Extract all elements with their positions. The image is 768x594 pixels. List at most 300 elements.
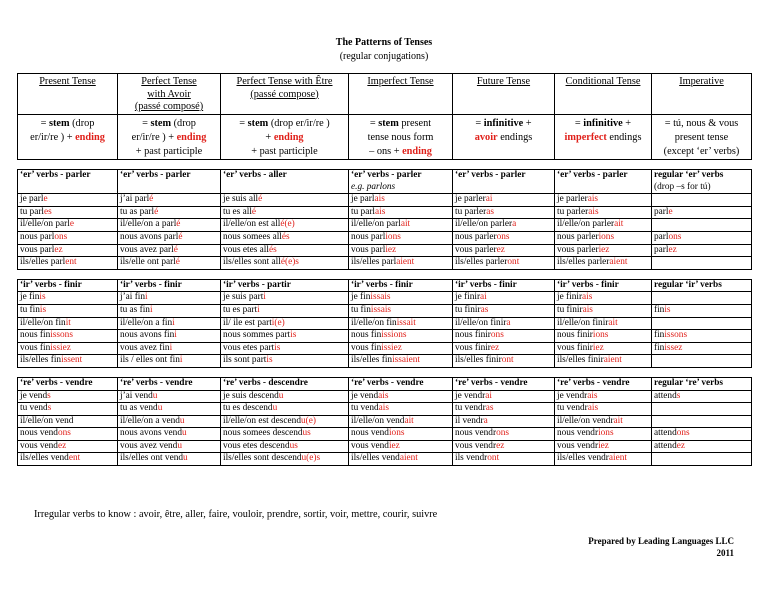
verb-stem: il/ ile est part <box>223 317 272 328</box>
verb-ending: ent <box>65 257 77 268</box>
rule-part: = <box>142 118 151 129</box>
verb-stem: tu es part <box>223 304 258 315</box>
conjugation-cell <box>118 206 221 219</box>
verb-ending: e <box>43 194 48 205</box>
conjugation-cell <box>652 231 752 244</box>
conjugation-row <box>18 342 752 355</box>
conjugation-row <box>18 415 752 428</box>
conjugation-cell <box>349 206 453 219</box>
verb-stem: tu finir <box>455 304 481 315</box>
conjugation-cell <box>453 317 555 330</box>
formation-rule <box>18 115 118 160</box>
conjugation-cell <box>118 231 221 244</box>
verb-ending: i(e) <box>271 317 285 328</box>
verb-ending: i <box>169 342 173 353</box>
verb-stem: nous sommes part <box>223 330 291 341</box>
conjugation-cell <box>221 304 349 317</box>
conjugation-cell <box>18 440 118 453</box>
verb-ending: ais <box>375 206 386 217</box>
conjugation-cell <box>652 330 752 343</box>
rule-part: er/ir/re ) + <box>30 132 76 143</box>
conjugation-cell <box>453 342 555 355</box>
verb-stem: j’ai vend <box>120 390 153 401</box>
conjugation-cell <box>453 244 555 257</box>
verb-ending: é <box>175 257 180 268</box>
spacer-cell <box>555 269 652 279</box>
conjugation-cell <box>221 206 349 219</box>
verb-stem: je vend <box>20 390 48 401</box>
conjugation-row <box>18 231 752 244</box>
verb-stem: fin <box>654 330 665 341</box>
conjugation-cell <box>118 440 221 453</box>
verb-stem: il/elle/on est descend <box>223 415 301 426</box>
verb-group-heading <box>652 377 752 390</box>
conjugation-cell <box>555 292 652 305</box>
verb-ending: ais <box>588 206 599 217</box>
tense-header <box>453 74 555 115</box>
tense-header-line: Present Tense <box>39 76 96 87</box>
spacer-cell <box>221 269 349 279</box>
verb-ending: é <box>258 194 263 205</box>
verb-stem: nous parler <box>557 231 599 242</box>
verb-ending: ait <box>614 219 624 230</box>
formation-rule <box>221 115 349 160</box>
verb-ending: é(e)s <box>280 257 299 268</box>
rule-part: endings <box>497 132 533 143</box>
conjugation-cell <box>453 390 555 403</box>
verb-stem: ils/elles parler <box>455 257 508 268</box>
spacer-cell <box>118 160 221 170</box>
rule-part: = <box>475 118 484 129</box>
rule-line <box>120 117 218 131</box>
rule-part: stem <box>48 118 70 129</box>
verb-ending: ait <box>404 415 414 426</box>
verb-ending: ons <box>668 231 682 242</box>
verb-stem: il/elle/on vend <box>20 415 74 426</box>
verb-ending: ions <box>592 330 609 341</box>
conjugation-cell <box>221 428 349 441</box>
heading-text: ‘re’ verbs - vendre <box>20 377 93 388</box>
verb-stem: vous fin <box>351 342 382 353</box>
verb-stem: vous parler <box>455 244 497 255</box>
conjugation-row <box>18 390 752 403</box>
verb-ending: ais <box>378 390 389 401</box>
conjugation-cell <box>18 342 118 355</box>
conjugation-cell <box>118 244 221 257</box>
verb-stem: vous etes part <box>223 342 275 353</box>
rule-part: present tense <box>674 132 729 143</box>
verb-ending: ez <box>496 244 505 255</box>
verb-ending: issiez <box>50 342 71 353</box>
verb-ending: ions <box>598 231 615 242</box>
rule-part: infinitive <box>483 118 524 129</box>
conjugation-row <box>18 428 752 441</box>
heading-text: ‘er’ verbs - parler <box>120 170 191 180</box>
rule-line <box>20 131 115 145</box>
rule-line <box>20 145 115 159</box>
rule-line <box>120 145 218 159</box>
verb-stem: tu fin <box>351 304 371 315</box>
verb-ending: aient <box>399 453 418 464</box>
conjugation-cell <box>18 219 118 232</box>
verb-stem: tu es all <box>223 206 252 217</box>
tense-header <box>555 74 652 115</box>
conjugation-cell <box>18 317 118 330</box>
conjugation-cell <box>118 453 221 466</box>
conjugation-cell <box>349 231 453 244</box>
conjugation-cell <box>652 304 752 317</box>
rule-line <box>223 145 346 159</box>
verb-ending: é <box>149 194 154 205</box>
verb-ending: iez <box>598 244 610 255</box>
verb-stem: vous vendr <box>557 440 599 451</box>
conjugation-cell <box>221 330 349 343</box>
verb-ending: é <box>154 206 159 217</box>
conjugation-cell <box>555 317 652 330</box>
verb-ending: a <box>506 317 511 328</box>
verb-ending: i <box>145 292 148 303</box>
verb-stem: vous etes all <box>223 244 269 255</box>
verb-group-heading-row <box>18 170 752 194</box>
verb-ending: aient <box>609 257 628 268</box>
heading-text: regular ‘ir’ verbs <box>654 279 722 290</box>
verb-ending: é(e) <box>280 219 295 230</box>
heading-text: ‘re’ verbs - vendre <box>557 377 630 388</box>
heading-text: ‘ir’ verbs - finir <box>557 279 619 290</box>
verb-stem: j’ai fin <box>120 292 146 303</box>
heading-note: (drop –s for tú) <box>654 181 711 192</box>
conjugation-row <box>18 219 752 232</box>
spacer-cell <box>118 269 221 279</box>
rule-part: + <box>523 118 532 129</box>
verb-ending: u(e) <box>300 415 316 426</box>
conjugation-cell <box>555 219 652 232</box>
verb-stem: je parl <box>20 194 44 205</box>
verb-ending: issent <box>61 355 83 366</box>
heading-text: ‘er’ verbs - aller <box>223 170 287 180</box>
verb-ending: u <box>278 390 284 401</box>
verb-ending: i <box>172 317 175 328</box>
verb-ending: i <box>257 304 260 315</box>
conjugation-cell <box>349 317 453 330</box>
verb-ending: is <box>664 304 671 315</box>
verb-stem: il/elle/on vendr <box>557 415 614 426</box>
prepared-by-text: Prepared by Leading Languages LLC <box>588 536 734 546</box>
tense-header-line: Perfect Tense with Être <box>236 76 333 87</box>
verb-stem: ils vendr <box>455 453 488 464</box>
conjugation-cell <box>18 415 118 428</box>
conjugation-cell <box>453 304 555 317</box>
verb-group-heading <box>221 170 349 194</box>
rule-line <box>351 131 450 145</box>
conjugation-cell <box>221 219 349 232</box>
rule-part: = tú, nous & vous <box>664 118 739 129</box>
heading-text: ‘er’ verbs - parler <box>557 170 628 180</box>
conjugation-cell <box>349 342 453 355</box>
verb-ending: it <box>65 317 71 328</box>
heading-note <box>223 182 346 194</box>
conjugation-cell <box>349 440 453 453</box>
conjugation-row <box>18 317 752 330</box>
verb-ending: ons <box>57 428 71 439</box>
verb-ending: ont <box>501 355 514 366</box>
verb-stem: nous vend <box>20 428 58 439</box>
group-spacer <box>18 269 752 279</box>
verb-group-heading <box>453 170 555 194</box>
verb-ending: e <box>69 219 74 230</box>
verb-stem: je fin <box>351 292 371 303</box>
verb-group-heading <box>453 377 555 390</box>
conjugation-cell <box>221 244 349 257</box>
rule-line <box>20 117 115 131</box>
verb-ending: as <box>485 403 494 414</box>
verb-group-heading <box>652 170 752 194</box>
heading-text: ‘er’ verbs - parler <box>455 170 526 180</box>
tense-table <box>17 73 752 466</box>
rule-line <box>654 131 749 145</box>
conjugation-row <box>18 206 752 219</box>
verb-stem: ils/elles fin <box>20 355 62 366</box>
heading-note <box>20 182 115 194</box>
verb-stem: je suis descend <box>223 390 279 401</box>
spacer-cell <box>349 269 453 279</box>
conjugation-cell <box>453 292 555 305</box>
rule-line <box>223 131 346 145</box>
verb-stem: nous fin <box>20 330 51 341</box>
verb-group-heading <box>555 170 652 194</box>
conjugation-cell <box>118 428 221 441</box>
verb-stem: nous avons fin <box>120 330 175 341</box>
verb-stem: il/elle/on finir <box>557 317 609 328</box>
verb-ending: ons <box>54 231 68 242</box>
conjugation-cell <box>555 330 652 343</box>
tense-header-line: with Avoir <box>147 88 191 100</box>
verb-stem: il/elle/on a vend <box>120 415 180 426</box>
spacer-cell <box>652 160 752 170</box>
verb-stem: nous avons parl <box>120 231 179 242</box>
verb-ending: u <box>181 428 187 439</box>
verb-stem: il/elle/on est all <box>223 219 281 230</box>
conjugation-cell <box>349 244 453 257</box>
conjugation-cell <box>118 330 221 343</box>
verb-stem: vous finir <box>557 342 593 353</box>
tense-header <box>349 74 453 115</box>
rule-line <box>654 117 749 131</box>
verb-stem: je vendr <box>455 390 486 401</box>
conjugation-cell <box>349 390 453 403</box>
conjugation-cell <box>652 342 752 355</box>
rule-part: stem <box>378 118 399 129</box>
verb-group-heading <box>18 170 118 194</box>
heading-text: regular ‘er’ verbs <box>654 170 724 180</box>
verb-stem: il/elle/on parl <box>20 219 70 230</box>
verb-group-heading <box>453 279 555 292</box>
rule-part: (except ‘er’ verbs) <box>663 146 740 157</box>
conjugation-cell <box>555 257 652 270</box>
conjugation-cell <box>221 292 349 305</box>
verb-stem: il vendr <box>455 415 484 426</box>
rule-part: = <box>574 118 584 129</box>
spacer-cell <box>221 367 349 377</box>
rule-line <box>120 131 218 145</box>
verb-stem: il/elle/on parl <box>351 219 401 230</box>
rule-part: stem <box>247 118 269 129</box>
verb-ending: u(e)s <box>301 453 321 464</box>
heading-text: regular ‘re’ verbs <box>654 377 724 388</box>
verb-stem: nous parler <box>455 231 497 242</box>
verb-ending: u <box>179 415 185 426</box>
conjugation-cell <box>453 194 555 207</box>
conjugation-row <box>18 292 752 305</box>
formation-rule <box>118 115 221 160</box>
spacer-cell <box>349 160 453 170</box>
verb-ending: i <box>263 292 266 303</box>
conjugation-cell <box>118 342 221 355</box>
verb-ending: ons <box>496 428 509 439</box>
tense-header-row <box>18 74 752 115</box>
verb-ending: u <box>183 453 188 464</box>
verb-stem: nous somees descend <box>223 428 303 439</box>
tense-header <box>652 74 752 115</box>
verb-stem: ils/elles finir <box>557 355 604 366</box>
rule-part: endings <box>606 132 642 143</box>
conjugation-cell <box>18 194 118 207</box>
verb-ending: us <box>302 428 311 439</box>
rule-line <box>351 117 450 131</box>
conjugation-cell <box>555 453 652 466</box>
verb-stem: il/elle/on fin <box>20 317 66 328</box>
verb-group-heading-row <box>18 377 752 390</box>
verb-stem: nous finir <box>557 330 593 341</box>
verb-ending: ai <box>485 194 493 205</box>
verb-stem: parl <box>654 206 669 217</box>
verb-stem: ils/elles fin <box>351 355 393 366</box>
verb-ending: és <box>268 244 277 255</box>
rule-part: + past participle <box>135 146 203 157</box>
rule-line <box>557 145 649 159</box>
verb-stem: tu vendr <box>557 403 588 414</box>
verb-stem: parl <box>654 231 669 242</box>
conjugation-cell <box>349 330 453 343</box>
verb-ending: ai <box>480 292 487 303</box>
conjugation-cell <box>453 219 555 232</box>
conjugation-cell <box>349 304 453 317</box>
verb-stem: il/elle/on vend <box>351 415 405 426</box>
verb-ending: é <box>251 206 257 217</box>
heading-note: e.g. parlons <box>351 181 396 192</box>
conjugation-cell <box>18 244 118 257</box>
verb-ending: issons <box>50 330 73 341</box>
conjugation-cell <box>221 355 349 368</box>
verb-ending: iez <box>598 440 609 451</box>
verb-stem: nous vendr <box>455 428 497 439</box>
rule-line <box>455 131 552 145</box>
rule-part: imperfect <box>564 132 607 143</box>
verb-ending: is <box>274 342 281 353</box>
heading-text: ‘ir’ verbs - finir <box>20 279 82 290</box>
verb-stem: tu as parl <box>120 206 155 217</box>
verb-stem: je parl <box>351 194 375 205</box>
verb-ending: ait <box>608 317 618 328</box>
conjugation-cell <box>118 194 221 207</box>
group-spacer <box>18 160 752 170</box>
conjugation-cell <box>555 403 652 416</box>
spacer-cell <box>18 160 118 170</box>
rule-line <box>455 117 552 131</box>
verb-stem: tu as vend <box>120 403 158 414</box>
verb-ending: ez <box>496 440 505 451</box>
tense-header-line: Perfect Tense <box>141 76 197 87</box>
conjugation-cell <box>118 219 221 232</box>
conjugation-cell <box>221 317 349 330</box>
verb-group-heading <box>18 279 118 292</box>
verb-stem: tu parler <box>557 206 589 217</box>
rule-line <box>455 145 552 159</box>
spacer-cell <box>18 367 118 377</box>
rule-line <box>351 145 450 159</box>
rule-line <box>223 117 346 131</box>
conjugation-cell <box>652 244 752 257</box>
verb-ending: issaient <box>392 355 420 366</box>
heading-text: ‘ir’ verbs - finir <box>455 279 517 290</box>
conjugation-cell <box>221 403 349 416</box>
heading-text: ‘re’ verbs - descendre <box>223 377 308 388</box>
rule-part: – ons + <box>369 146 403 157</box>
verb-ending: a <box>483 415 488 426</box>
conjugation-cell <box>349 257 453 270</box>
prepared-year: 2011 <box>716 548 734 558</box>
verb-ending: aient <box>608 453 627 464</box>
page-subtitle: (regular conjugations) <box>339 51 429 62</box>
verb-ending: u <box>152 390 158 401</box>
verb-stem: nous vendr <box>557 428 599 439</box>
rule-part: present <box>398 118 432 129</box>
heading-text: ‘ir’ verbs - finir <box>351 279 413 290</box>
verb-ending: ez <box>54 244 63 255</box>
conjugation-cell <box>349 355 453 368</box>
heading-note <box>120 182 218 194</box>
formation-rule <box>453 115 555 160</box>
conjugation-cell <box>118 355 221 368</box>
conjugation-row <box>18 440 752 453</box>
conjugation-cell <box>221 342 349 355</box>
verb-stem: il/elle/on a fin <box>120 317 173 328</box>
verb-stem: je suis part <box>223 292 264 303</box>
conjugation-cell <box>118 304 221 317</box>
rule-part: + <box>265 132 274 143</box>
verb-stem: ils/elles parl <box>20 257 66 268</box>
conjugation-cell <box>349 219 453 232</box>
group-spacer <box>18 367 752 377</box>
conjugation-cell <box>453 257 555 270</box>
verb-stem: vous vendr <box>455 440 497 451</box>
verb-ending: s <box>47 403 52 414</box>
verb-stem: tu fin <box>20 304 40 315</box>
verb-stem: attend <box>654 440 677 451</box>
rule-part: + <box>622 118 632 129</box>
verb-ending: iez <box>385 244 397 255</box>
conjugation-cell <box>555 231 652 244</box>
verb-stem: tu es descend <box>223 403 273 414</box>
verb-group-heading <box>118 377 221 390</box>
conjugation-cell <box>453 330 555 343</box>
verb-ending: s <box>676 390 681 401</box>
conjugation-cell <box>652 415 752 428</box>
tense-header <box>221 74 349 115</box>
irregular-verbs-note: Irregular verbs to know : avoir, être, aller, faire, vouloir, prendre, sortir, voir, mettre, courir, suivre <box>34 509 438 520</box>
verb-ending: iez <box>592 342 604 353</box>
verb-stem: ils/elles vend <box>20 453 69 464</box>
